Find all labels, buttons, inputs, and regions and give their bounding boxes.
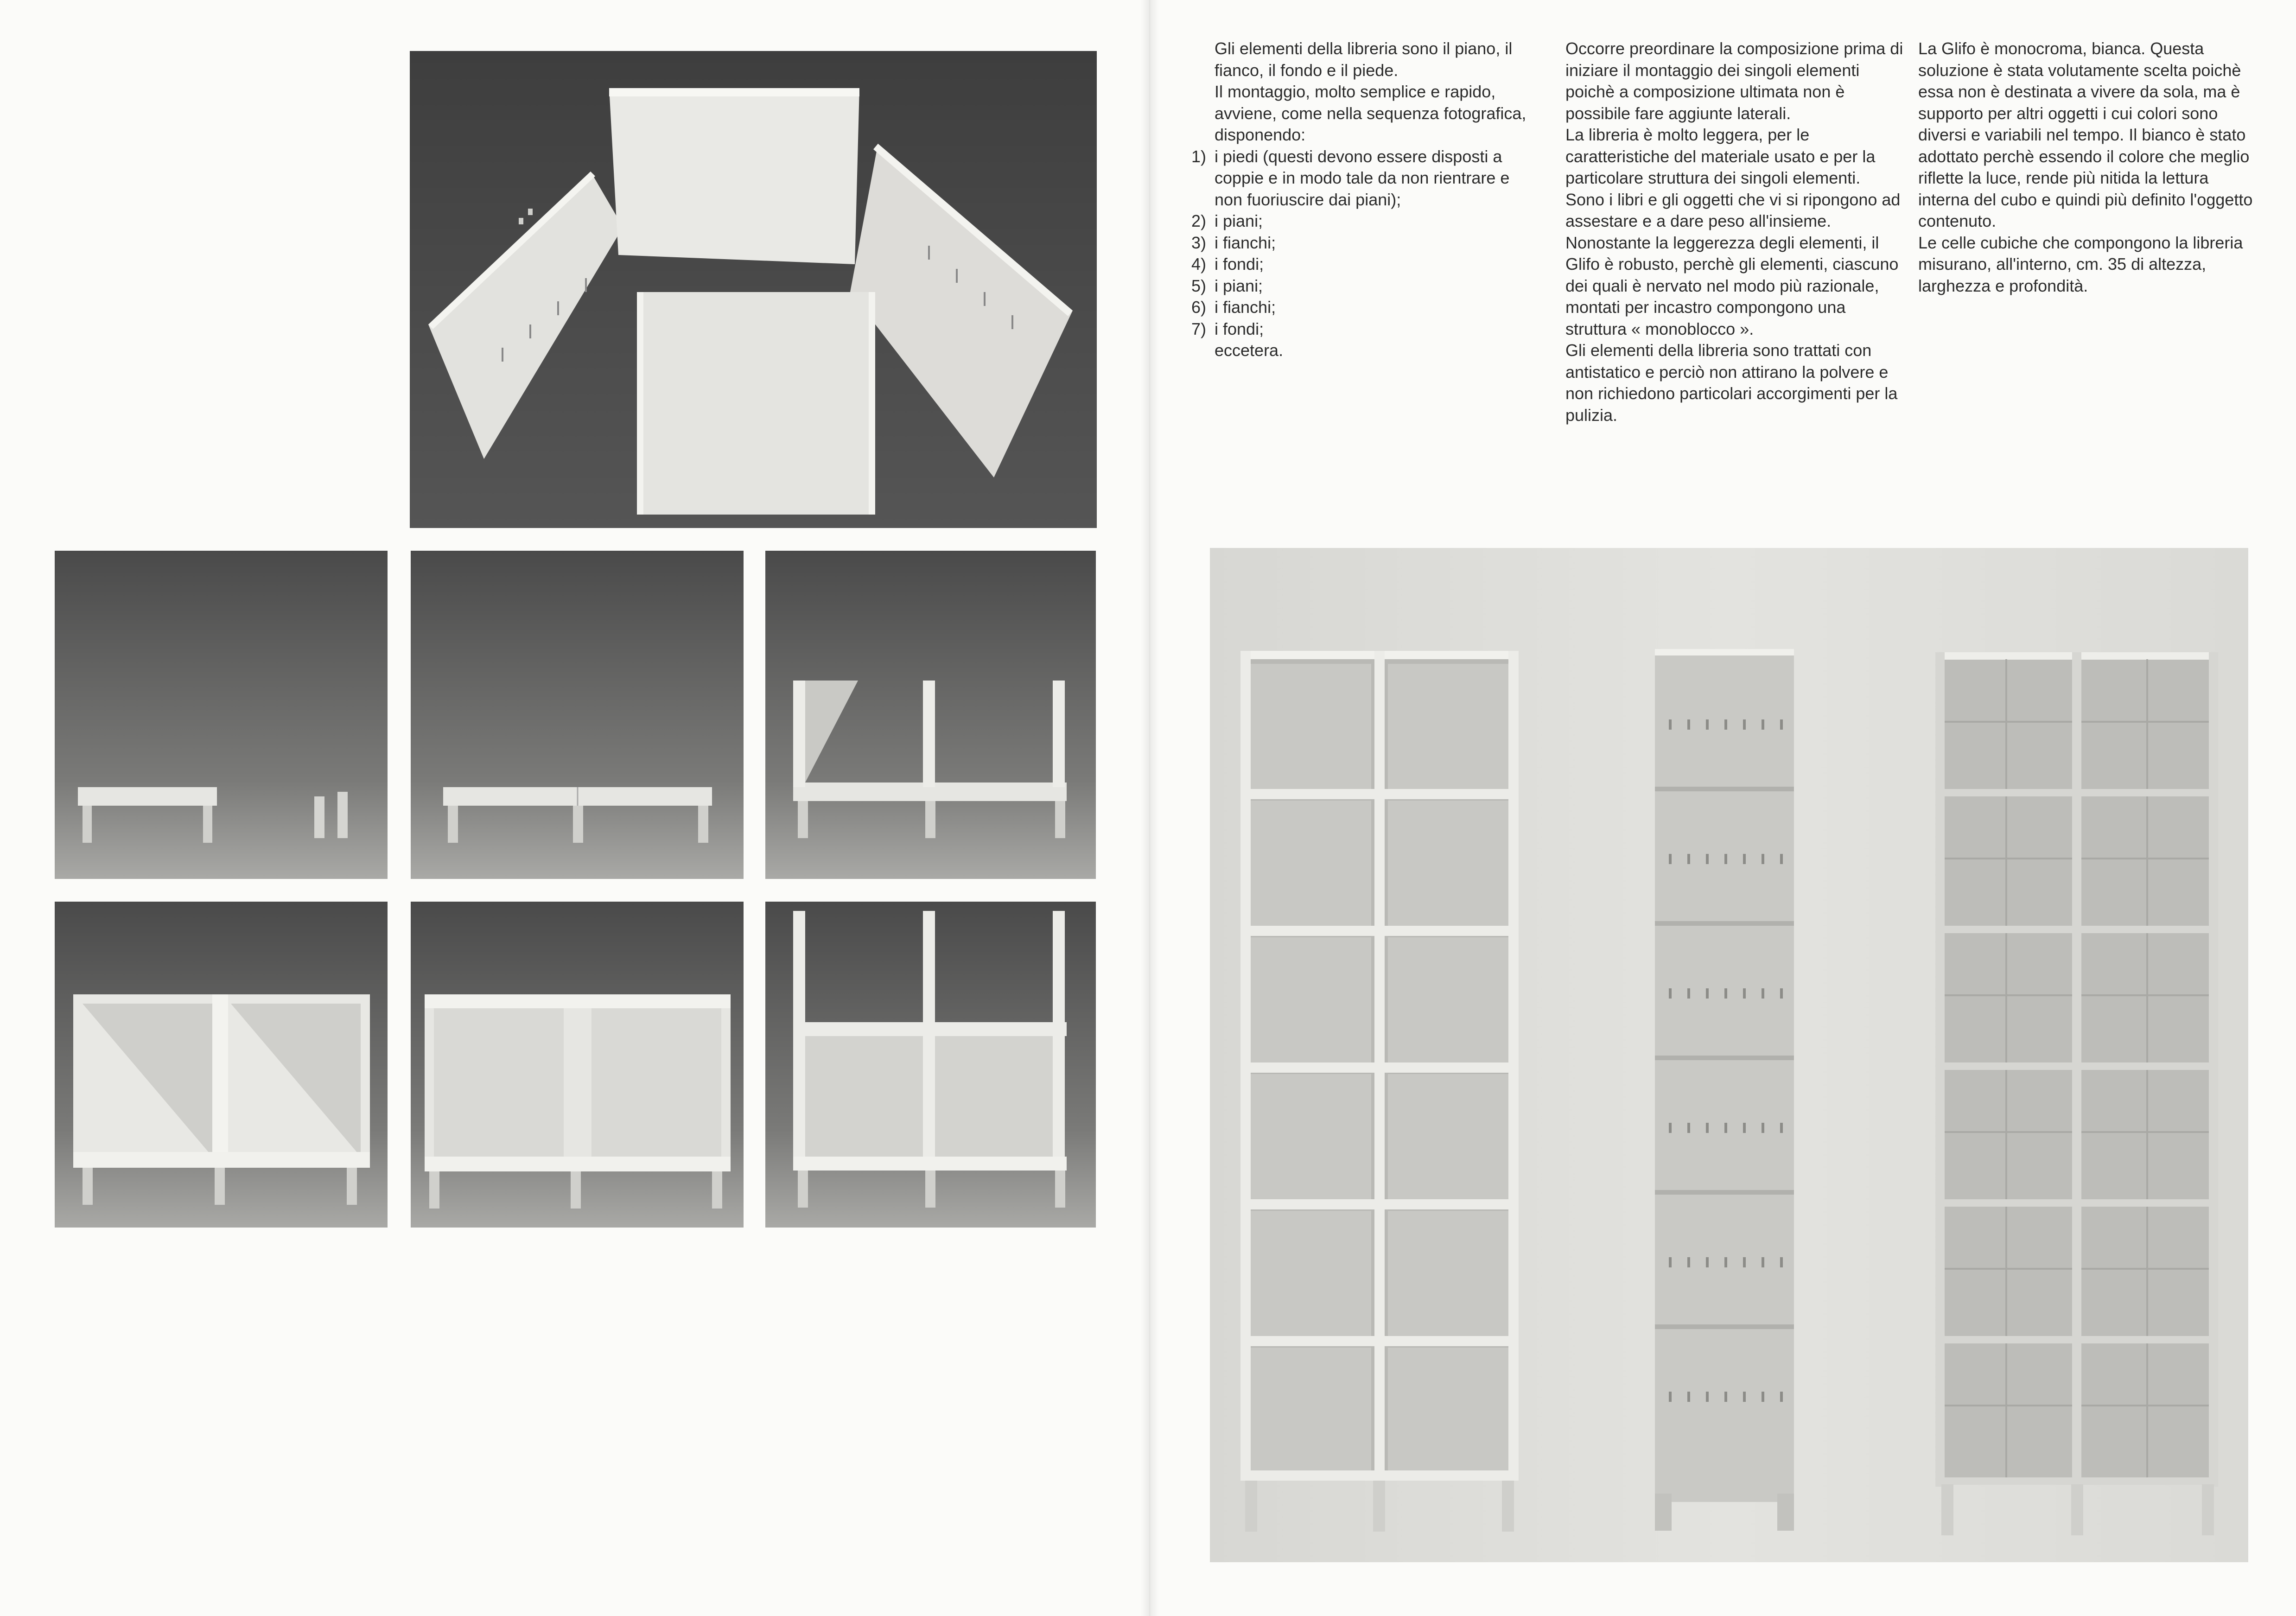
step-number: 2)	[1191, 211, 1207, 230]
paragraph: La libreria è molto leggera, per le caratteristiche del materiale usato e per la particolare struttura dei singoli elementi. Sono i libri e gli oggetti che vi si ripongono ad assestare e a dare peso all'insieme.	[1565, 125, 1901, 230]
photo-step-6	[765, 902, 1096, 1228]
step-item	[1191, 210, 1530, 232]
text-column-color	[1918, 38, 2257, 297]
step-text: i fondi;	[1215, 254, 1264, 274]
photo-step-1	[55, 551, 388, 879]
step-text: i piani;	[1215, 211, 1263, 230]
bookcase-side-view	[1655, 649, 1794, 1531]
assembly-intro: Gli elementi della libreria sono il piano, il fianco, il fondo e il piede.	[1215, 39, 1513, 80]
step-number: 7)	[1191, 319, 1207, 338]
step-item	[1191, 146, 1530, 211]
paragraph: Nonostante la leggerezza degli elementi, il Glifo è robusto, perchè gli elementi, ciascuno dei quali è nervato nel modo più razionale, montati per incastro compongono una struttura « monoblocco ».	[1565, 233, 1899, 338]
photo-step-3	[765, 551, 1096, 879]
step-number: 6)	[1191, 298, 1207, 317]
step-text: i fianchi;	[1215, 233, 1276, 252]
text-column-assembly	[1191, 38, 1530, 362]
paragraph: Gli elementi della libreria sono trattati con antistatico e perciò non attirano la polvere e non richiedono particolari accorgimenti per la pulizia.	[1565, 341, 1898, 425]
step-number: 3)	[1191, 233, 1207, 252]
step-item	[1191, 318, 1530, 340]
assembly-intro-2: Il montaggio, molto semplice e rapido, avviene, come nella sequenza fotografica, disponendo:	[1215, 82, 1526, 144]
bookcase-closed-back	[1935, 652, 2218, 1535]
step-item	[1191, 275, 1530, 297]
step-number: 4)	[1191, 254, 1207, 274]
paragraph: Occorre preordinare la composizione prima di iniziare il montaggio dei singoli elementi poichè a composizione ultimata non è possibile fare aggiunte laterali.	[1565, 39, 1903, 123]
step-text: i piani;	[1215, 276, 1263, 295]
step-item	[1191, 254, 1530, 275]
photo-bookcases	[1210, 548, 2248, 1562]
photo-step-4	[55, 902, 388, 1228]
page-gutter	[1140, 0, 1159, 1616]
photo-step-5	[411, 902, 744, 1228]
photo-exploded-elements	[410, 51, 1097, 528]
step-text: i fondi;	[1215, 319, 1264, 338]
paragraph: Le celle cubiche che compongono la libreria misurano, all'interno, cm. 35 di altezza, larghezza e profondità.	[1918, 233, 2243, 295]
assembly-ending: eccetera.	[1215, 341, 1284, 360]
step-text: i piedi (questi devono essere disposti a coppie e in modo tale da non rientrare e non fuoriuscire dai piani);	[1215, 146, 1510, 209]
bookcase-open-front	[1240, 651, 1519, 1532]
step-number: 5)	[1191, 276, 1207, 295]
photo-step-2	[411, 551, 744, 879]
step-number: 1)	[1191, 146, 1207, 166]
step-text: i fianchi;	[1215, 298, 1276, 317]
step-item	[1191, 297, 1530, 318]
step-item	[1191, 232, 1530, 254]
text-column-properties	[1565, 38, 1904, 426]
paragraph: La Glifo è monocroma, bianca. Questa soluzione è stata volutamente scelta poichè essa non è destinata a vivere da sola, ma è supporto per altri oggetti i cui colori sono diversi e variabili nel tempo. Il bianco è stato adottato perchè essendo il colore che meglio riflette la luce, rende più nitida la lettura interna del cubo e quindi più definito l'oggetto contenuto.	[1918, 39, 2253, 230]
